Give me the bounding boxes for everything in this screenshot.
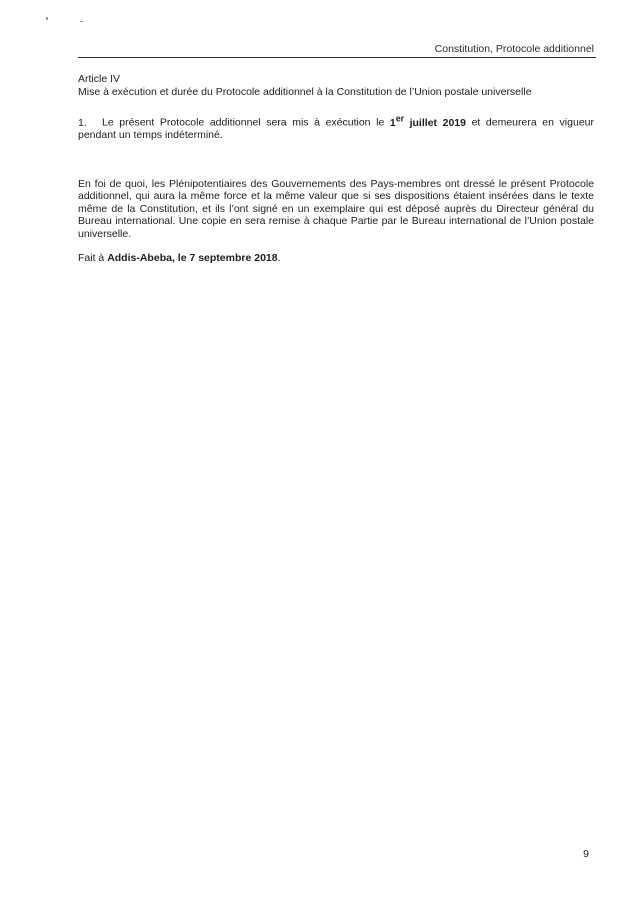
- entry-date-day: 1: [389, 116, 396, 129]
- page-number: 9: [583, 848, 589, 860]
- entry-date-superscript: er: [395, 113, 405, 123]
- closing-suffix: .: [277, 252, 281, 264]
- paragraph-number: 1.: [78, 116, 87, 129]
- entry-date-rest: juillet 2019: [404, 116, 466, 129]
- article-subheading: Mise à exécution et durée du Protocole additionnel à la Constitution de l’Union postale universelle: [78, 85, 532, 98]
- document-body: [78, 73, 594, 265]
- closing-prefix: Fait à: [78, 252, 108, 264]
- closing-line: [78, 252, 594, 265]
- paragraph-2: En foi de quoi, les Plénipotentiaires des Gouvernements des Pays-membres ont dressé le présent Protocole additionnel, qui aura la même force et la même valeur que si ses dispositions étaient insérées dans le texte même de la Constitution, et ils l’ont signé en un exemplaire qui est déposé auprès du Directeur général du Bureau international. Une copie en sera remise à chaque Partie par le Bureau international de l’Union postale universelle.: [78, 177, 594, 240]
- article-heading: Article IV: [78, 73, 121, 85]
- entry-date: [389, 113, 466, 129]
- running-header: [78, 40, 596, 58]
- closing-place-date: Addis-Abeba, le 7 septembre 2018: [107, 252, 278, 264]
- scan-speck: [46, 17, 48, 20]
- scan-speck: [80, 21, 83, 22]
- header-title: Constitution, Protocole additionnel: [434, 43, 594, 55]
- paragraph-1-text-before: Le présent Protocole additionnel sera mis à exécution le: [102, 116, 390, 129]
- header-rule: [78, 57, 596, 58]
- paragraph-1-text-after: et demeurera en vigueur pendant un temps indéterminé.: [78, 116, 594, 141]
- paragraph-1: [78, 112, 594, 142]
